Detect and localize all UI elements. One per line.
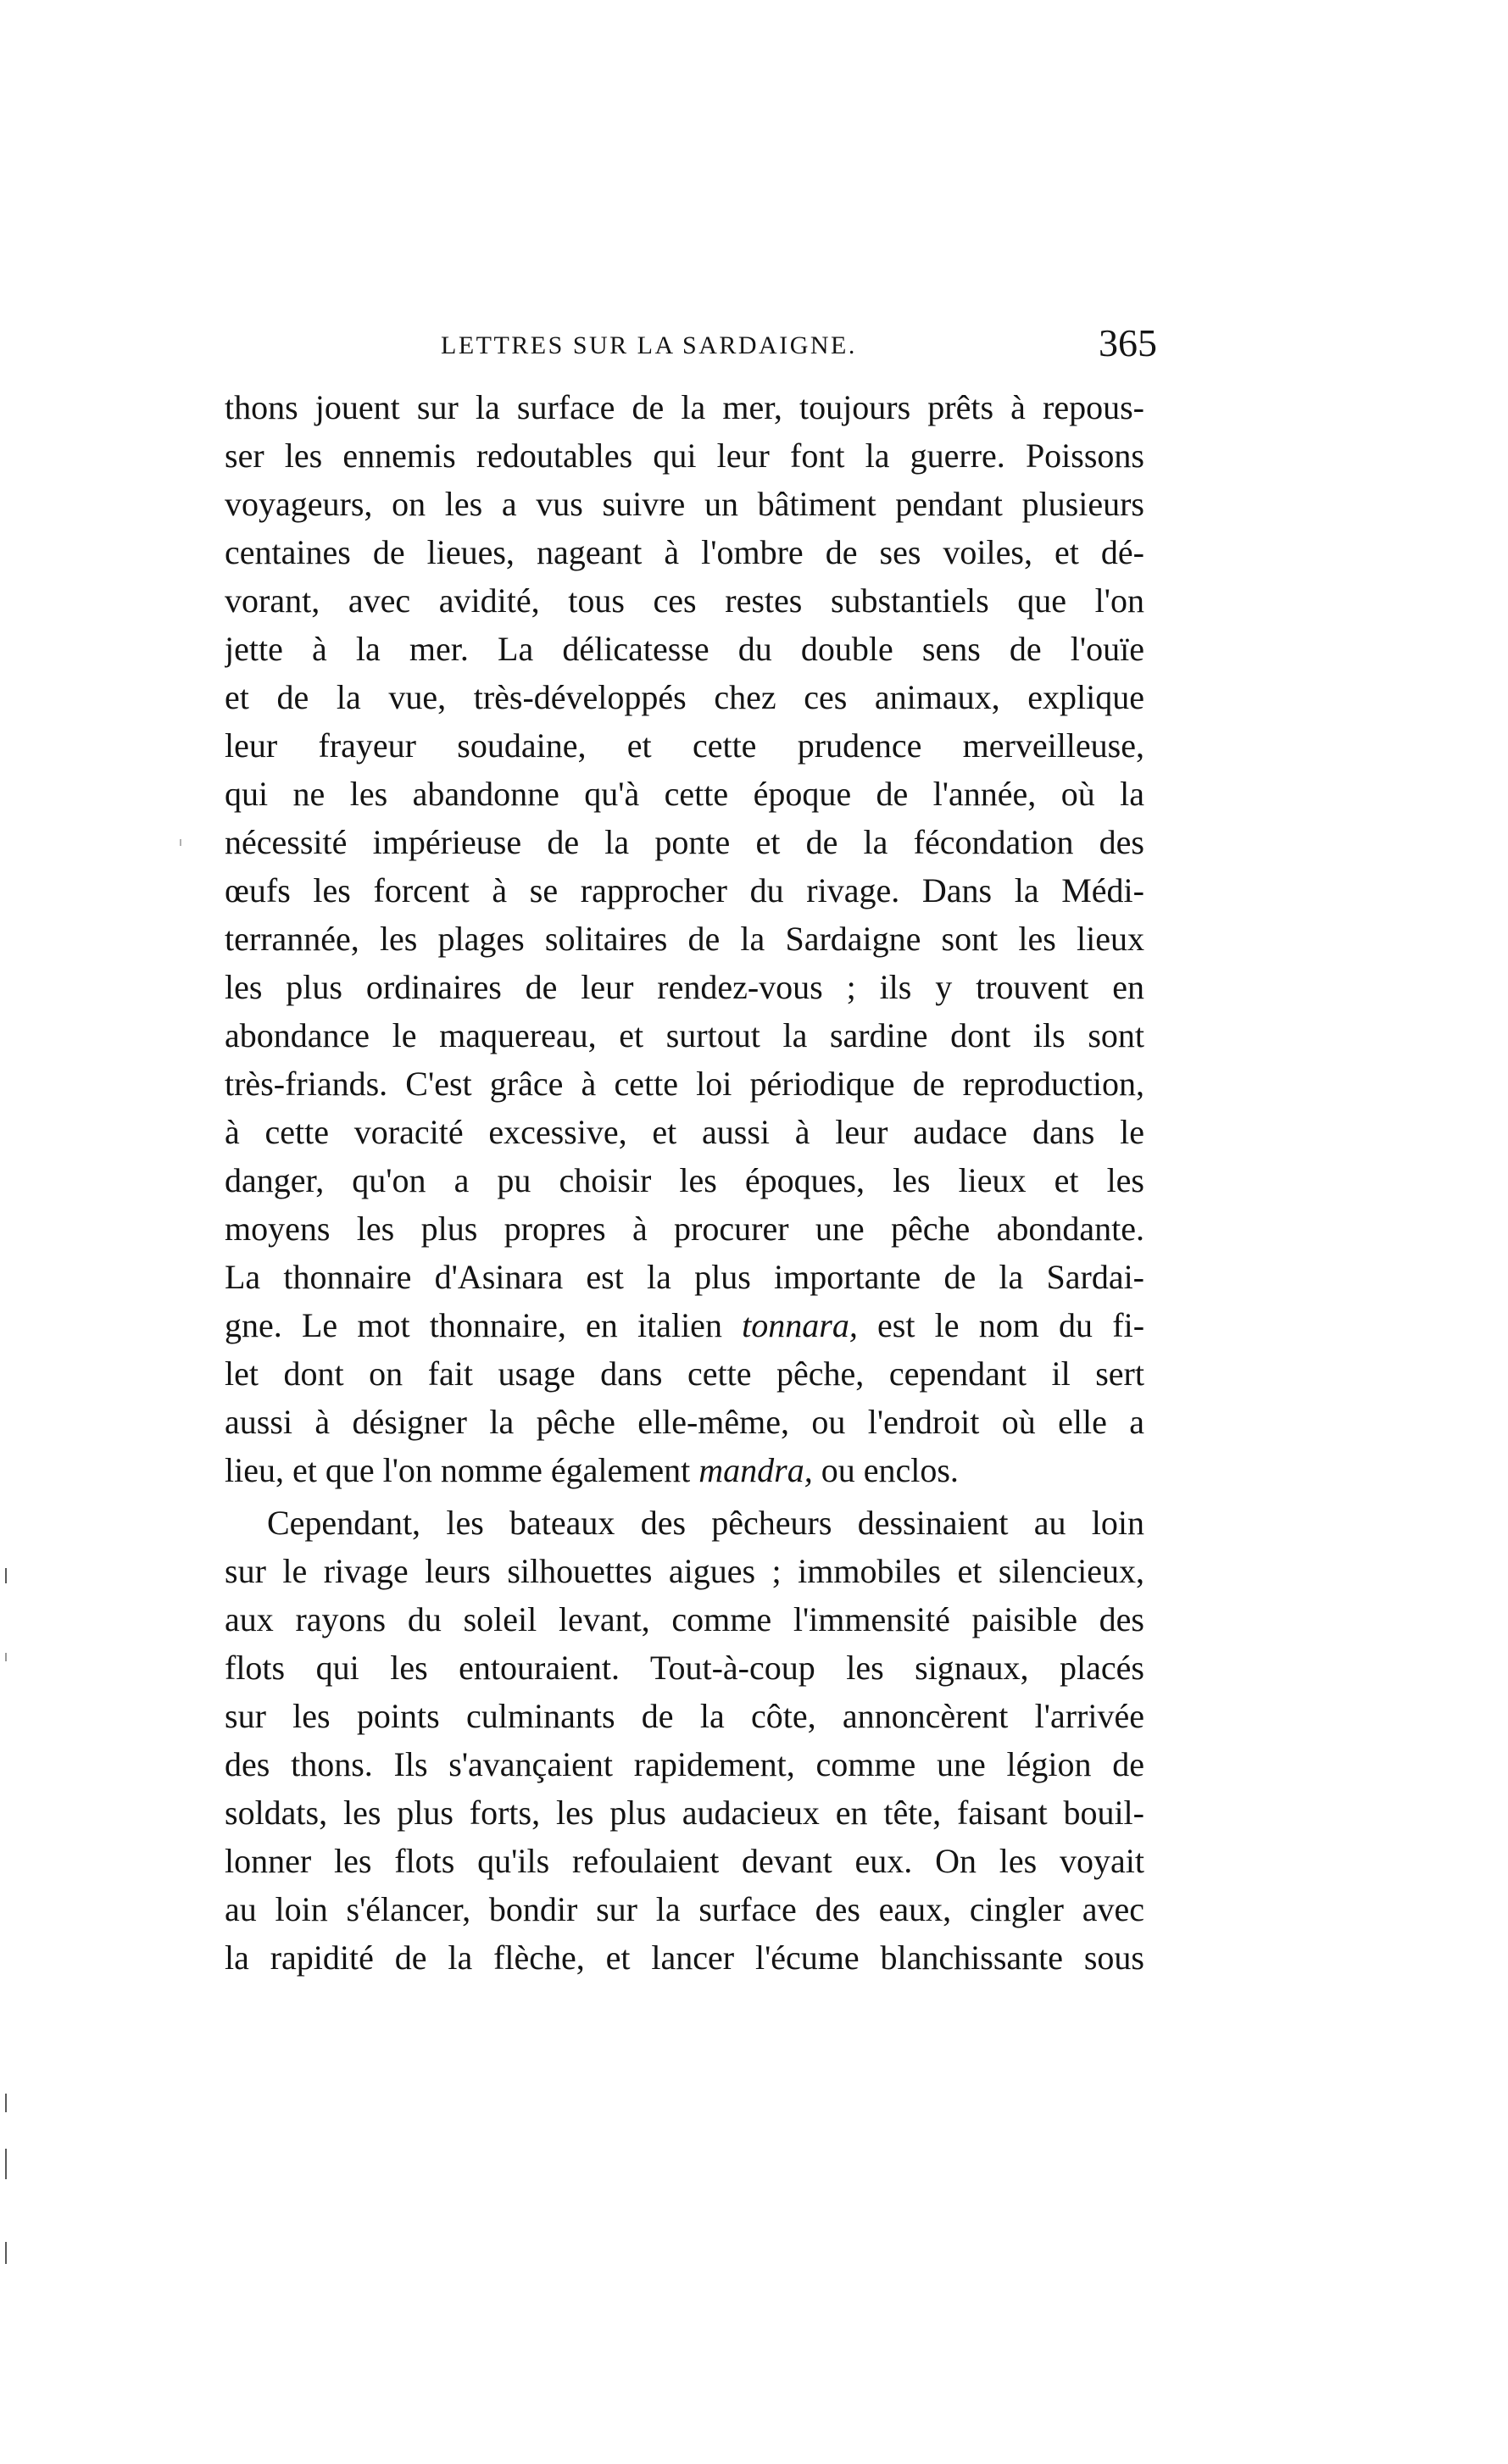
text-segment: ou enclos. bbox=[812, 1451, 959, 1489]
text-line: ser les ennemis redoutables qui leur font la guerre. Poissons bbox=[225, 437, 1144, 475]
text-line: très-friands. C'est grâce à cette loi périodique de reproduction, bbox=[225, 1065, 1144, 1103]
text-line: et de la vue, très-développés chez ces animaux, explique bbox=[225, 678, 1144, 716]
scan-margin-mark bbox=[5, 2094, 7, 2112]
text-segment: gne. Le mot thonnaire, en italien bbox=[225, 1306, 722, 1344]
text-line: à cette voracité excessive, et aussi à leur audace dans le bbox=[225, 1113, 1144, 1151]
running-head bbox=[441, 321, 1157, 367]
scan-margin-mark bbox=[5, 2149, 7, 2179]
text-line: flots qui les entouraient. Tout-à-coup les signaux, placés bbox=[225, 1649, 1144, 1687]
text-line: lonner les flots qu'ils refoulaient devant eux. On les voyait bbox=[225, 1842, 1144, 1880]
text-line: sur le rivage leurs silhouettes aigues ; immobiles et silencieux, bbox=[225, 1552, 1144, 1590]
text-line: leur frayeur soudaine, et cette prudence merveilleuse, bbox=[225, 726, 1144, 765]
text-segment: est le nom du fi- bbox=[857, 1306, 1144, 1344]
text-line: vorant, avec avidité, tous ces restes substantiels que l'on bbox=[225, 581, 1144, 620]
text-line: la rapidité de la flèche, et lancer l'écume blanchissante sous bbox=[225, 1938, 1144, 1977]
text-line: Cependant, les bateaux des pêcheurs dessinaient au loin bbox=[267, 1504, 1144, 1542]
text-line: jette à la mer. La délicatesse du double sens de l'ouïe bbox=[225, 630, 1144, 668]
text-line: let dont on fait usage dans cette pêche, cependant il sert bbox=[225, 1354, 1144, 1393]
text-line: danger, qu'on a pu choisir les époques, les lieux et les bbox=[225, 1161, 1144, 1199]
text-line: sur les points culminants de la côte, annoncèrent l'arrivée bbox=[225, 1697, 1144, 1735]
text-line: voyageurs, on les a vus suivre un bâtiment pendant plusieurs bbox=[225, 485, 1144, 523]
text-line: La thonnaire d'Asinara est la plus importante de la Sardai- bbox=[225, 1258, 1144, 1296]
text-line: aux rayons du soleil levant, comme l'immensité paisible des bbox=[225, 1600, 1144, 1638]
text-segment: lieu, et que l'on nomme également bbox=[225, 1451, 691, 1489]
text-line: aussi à désigner la pêche elle-même, ou l'endroit où elle a bbox=[225, 1403, 1144, 1441]
text-line: des thons. Ils s'avançaient rapidement, comme une légion de bbox=[225, 1745, 1144, 1783]
text-line: au loin s'élancer, bondir sur la surface des eaux, cingler avec bbox=[225, 1890, 1144, 1928]
text-line: les plus ordinaires de leur rendez-vous ; ils y trouvent en bbox=[225, 968, 1144, 1006]
text-line: moyens les plus propres à procurer une pêche abondante. bbox=[225, 1210, 1144, 1248]
text-line: soldats, les plus forts, les plus audacieux en tête, faisant bouil- bbox=[225, 1794, 1144, 1832]
body-text bbox=[225, 383, 1144, 1982]
running-title: LETTRES SUR LA SARDAIGNE. bbox=[441, 331, 857, 359]
text-line: œufs les forcent à se rapprocher du rivage. Dans la Médi- bbox=[225, 871, 1144, 909]
text-line-mixed bbox=[225, 1446, 1144, 1494]
italic-term: mandra, bbox=[698, 1451, 813, 1489]
scan-margin-mark bbox=[180, 839, 181, 846]
scan-margin-mark bbox=[5, 1653, 7, 1661]
text-line: terrannée, les plages solitaires de la Sardaigne sont les lieux bbox=[225, 920, 1144, 958]
text-line-mixed bbox=[225, 1301, 1144, 1349]
text-line: thons jouent sur la surface de la mer, toujours prêts à repous- bbox=[225, 388, 1144, 426]
text-line: abondance le maquereau, et surtout la sardine dont ils sont bbox=[225, 1016, 1144, 1054]
text-line: qui ne les abandonne qu'à cette époque de l'année, où la bbox=[225, 775, 1144, 813]
page-number: 365 bbox=[1099, 321, 1157, 364]
text-line: nécessité impérieuse de la ponte et de la fécondation des bbox=[225, 823, 1144, 861]
scan-margin-mark bbox=[5, 2242, 7, 2264]
italic-term: tonnara, bbox=[742, 1306, 858, 1344]
scan-margin-mark bbox=[5, 1568, 7, 1583]
text-line: centaines de lieues, nageant à l'ombre de ses voiles, et dé- bbox=[225, 533, 1144, 571]
